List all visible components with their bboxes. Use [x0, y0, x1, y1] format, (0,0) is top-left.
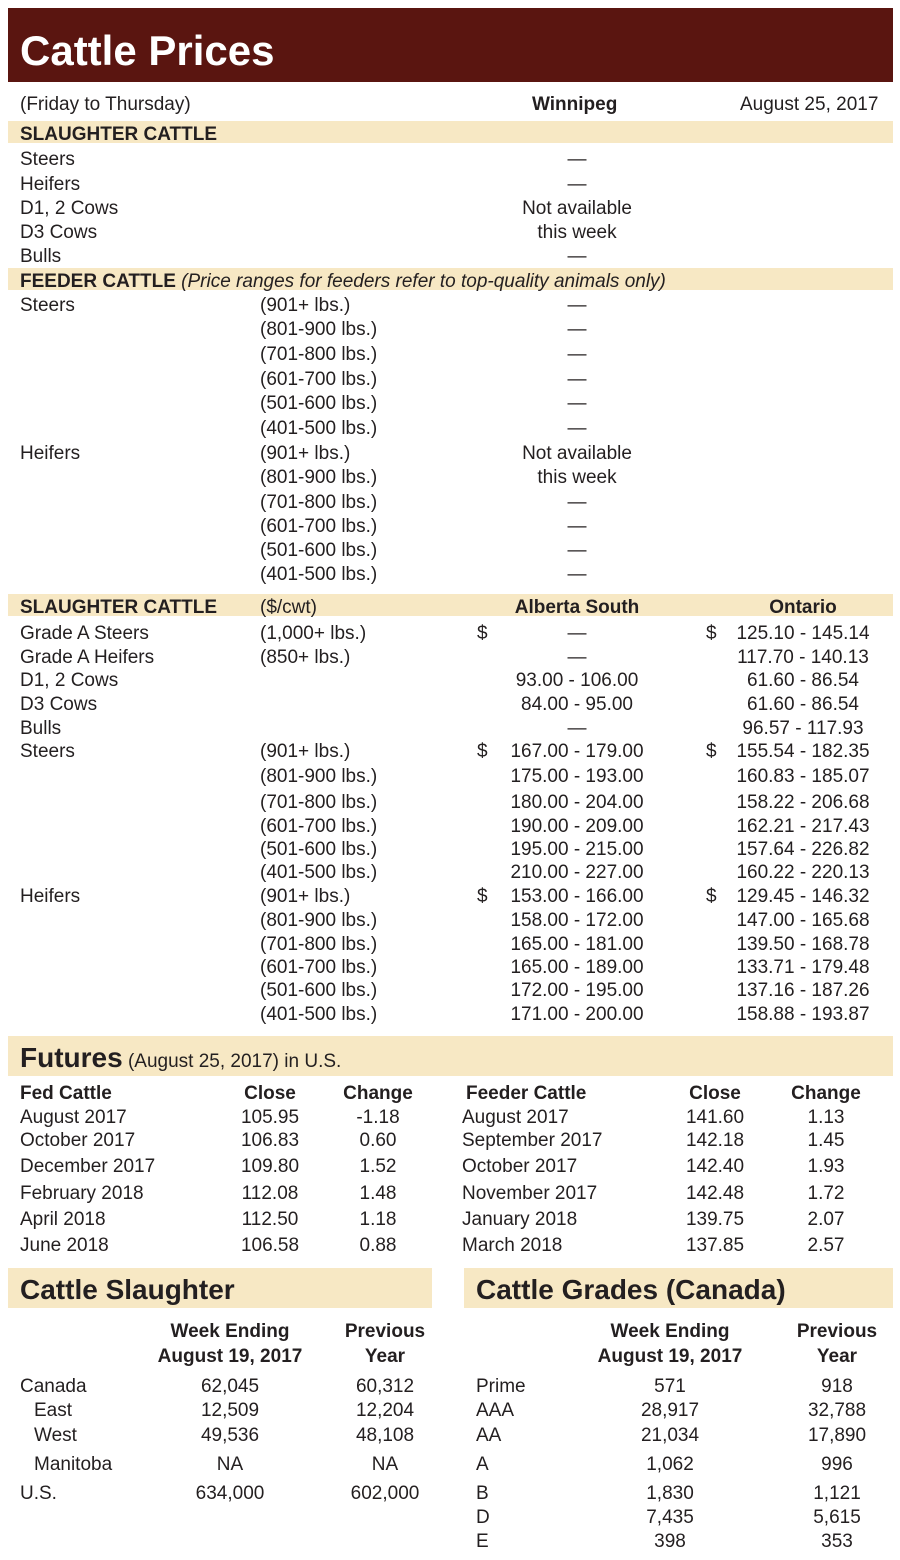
fed-month: August 2017: [20, 1107, 127, 1128]
feeder-close: 139.75: [685, 1209, 745, 1230]
ontario-price: 133.71 - 179.48: [736, 957, 870, 978]
regional-heading: SLAUGHTER CATTLE: [20, 597, 218, 618]
market-label: Winnipeg: [532, 94, 618, 115]
weight-class: (401-500 lbs.): [260, 418, 378, 439]
week-value: 12,509: [200, 1400, 260, 1421]
feeder-month: November 2017: [462, 1183, 598, 1204]
table-row-label: East: [34, 1400, 73, 1421]
fed-month: June 2018: [20, 1235, 109, 1256]
alberta-price: 153.00 - 166.00: [510, 886, 644, 907]
weight-class: (801-900 lbs.): [260, 766, 378, 787]
fed-close-heading: Close: [244, 1083, 296, 1104]
table-row-value: this week: [537, 222, 617, 243]
fed-change-heading: Change: [343, 1083, 413, 1104]
prev-year-value: NA: [371, 1454, 399, 1475]
fed-change: 1.48: [359, 1183, 397, 1204]
alberta-price: 175.00 - 193.00: [510, 766, 644, 787]
alberta-price: —: [567, 718, 587, 739]
prev-year-value: 32,788: [807, 1400, 867, 1421]
ontario-price: 125.10 - 145.14: [736, 623, 870, 644]
weight-class: (401-500 lbs.): [260, 1004, 378, 1025]
dollar-sign: $: [477, 741, 488, 762]
table-row-label: Bulls: [20, 246, 62, 267]
weight-class: (601-700 lbs.): [260, 816, 378, 837]
week-value: NA: [216, 1454, 244, 1475]
price-value: —: [567, 540, 587, 561]
ontario-price: 160.22 - 220.13: [736, 862, 870, 883]
weight-class: (801-900 lbs.): [260, 319, 378, 340]
weight-class: (501-600 lbs.): [260, 980, 378, 1001]
table-row-label: U.S.: [20, 1483, 57, 1504]
table-row-value: —: [567, 174, 587, 195]
weight-class: (401-500 lbs.): [260, 564, 378, 585]
prev-year-value: 60,312: [355, 1376, 415, 1397]
fed-change: 1.18: [359, 1209, 397, 1230]
fed-month: April 2018: [20, 1209, 106, 1230]
price-value: this week: [537, 467, 617, 488]
price-value: —: [567, 418, 587, 439]
prev-year-value: 48,108: [355, 1425, 415, 1446]
week-value: 1,062: [646, 1454, 694, 1475]
feeder-month: October 2017: [462, 1156, 578, 1177]
weight-class: (901+ lbs.): [260, 886, 351, 907]
week-value: 571: [654, 1376, 686, 1397]
weight-class: (801-900 lbs.): [260, 467, 378, 488]
weight-class: (850+ lbs.): [260, 647, 351, 668]
alberta-price: —: [567, 623, 587, 644]
grade-label: D: [476, 1507, 490, 1528]
alberta-price: 190.00 - 209.00: [510, 816, 644, 837]
feeder-close: 141.60: [685, 1107, 745, 1128]
period-label: (Friday to Thursday): [20, 94, 191, 115]
dollar-sign: $: [706, 741, 717, 762]
ontario-price: 117.70 - 140.13: [737, 647, 869, 668]
fed-close: 106.83: [240, 1130, 300, 1151]
col-alberta-south: Alberta South: [514, 597, 640, 618]
week-value: 634,000: [195, 1483, 265, 1504]
prev-year-value: 12,204: [355, 1400, 415, 1421]
price-value: —: [567, 344, 587, 365]
feeder-change: 1.72: [807, 1183, 845, 1204]
weight-class: (801-900 lbs.): [260, 910, 378, 931]
feeder-change-heading: Change: [791, 1083, 861, 1104]
prev-year-value: 602,000: [350, 1483, 420, 1504]
ontario-price: 129.45 - 146.32: [736, 886, 870, 907]
weight-class: (601-700 lbs.): [260, 369, 378, 390]
fed-month: October 2017: [20, 1130, 136, 1151]
price-value: —: [567, 516, 587, 537]
alberta-price: 210.00 - 227.00: [510, 862, 644, 883]
winnipeg-slaughter-heading: SLAUGHTER CATTLE: [20, 124, 218, 145]
table-row-label: Grade A Heifers: [20, 647, 155, 668]
weight-class: (901+ lbs.): [260, 741, 351, 762]
price-value: —: [567, 319, 587, 340]
table-row-label: West: [34, 1425, 77, 1446]
week-value: 1,830: [646, 1483, 694, 1504]
alberta-price: —: [567, 647, 587, 668]
feeder-close-heading: Close: [689, 1083, 741, 1104]
grades-col2-line2: Year: [816, 1346, 858, 1367]
prev-year-value: 353: [821, 1531, 853, 1552]
alberta-price: 165.00 - 189.00: [510, 957, 644, 978]
dollar-sign: $: [477, 623, 488, 644]
table-row-label: Heifers: [20, 174, 81, 195]
fed-close: 105.95: [240, 1107, 300, 1128]
weight-class: (1,000+ lbs.): [260, 623, 367, 644]
grade-label: AA: [476, 1425, 502, 1446]
prev-year-value: 17,890: [807, 1425, 867, 1446]
weight-class: (501-600 lbs.): [260, 540, 378, 561]
fed-month: February 2018: [20, 1183, 144, 1204]
table-row-value: Not available: [522, 198, 632, 219]
table-row-label: D1, 2 Cows: [20, 670, 119, 691]
page-title: Cattle Prices: [20, 27, 275, 74]
weight-class: (401-500 lbs.): [260, 862, 378, 883]
prev-year-value: 5,615: [813, 1507, 861, 1528]
feeder-change: 2.07: [807, 1209, 845, 1230]
weight-class: (901+ lbs.): [260, 295, 351, 316]
feeder-change: 2.57: [807, 1235, 845, 1256]
fed-change: 0.60: [359, 1130, 397, 1151]
price-value: Not available: [522, 443, 632, 464]
table-row-label: Steers: [20, 149, 75, 170]
prev-year-value: 1,121: [813, 1483, 861, 1504]
fed-change: -1.18: [356, 1107, 400, 1128]
weight-class: (501-600 lbs.): [260, 393, 378, 414]
slaughter-col1-line1: Week Ending: [170, 1321, 290, 1342]
feeder-month: September 2017: [462, 1130, 603, 1151]
grade-label: Prime: [476, 1376, 526, 1397]
page-header: [8, 8, 893, 82]
table-row-label: Heifers: [20, 886, 81, 907]
week-value: 49,536: [200, 1425, 260, 1446]
price-value: —: [567, 393, 587, 414]
grades-col1-line1: Week Ending: [610, 1321, 730, 1342]
futures-title-line: [20, 1044, 341, 1072]
price-value: —: [567, 369, 587, 390]
weight-class: (901+ lbs.): [260, 443, 351, 464]
fed-close: 106.58: [240, 1235, 300, 1256]
alberta-price: 171.00 - 200.00: [510, 1004, 644, 1025]
table-row-label: Grade A Steers: [20, 623, 149, 644]
weight-class: (701-800 lbs.): [260, 492, 378, 513]
futures-title: Futures: [20, 1042, 123, 1073]
alberta-price: 180.00 - 204.00: [510, 792, 644, 813]
alberta-price: 93.00 - 106.00: [515, 670, 639, 691]
ontario-price: 147.00 - 165.68: [736, 910, 870, 931]
weight-class: (701-800 lbs.): [260, 792, 378, 813]
winnipeg-feeder-note: (Price ranges for feeders refer to top-quality animals only): [181, 271, 666, 292]
week-value: 28,917: [640, 1400, 700, 1421]
weight-class: (601-700 lbs.): [260, 516, 378, 537]
weight-class: (701-800 lbs.): [260, 344, 378, 365]
price-value: —: [567, 295, 587, 316]
table-row-value: —: [567, 246, 587, 267]
slaughter-col2-line2: Year: [364, 1346, 406, 1367]
feeder-close: 137.85: [685, 1235, 745, 1256]
fed-close: 109.80: [240, 1156, 300, 1177]
feeder-month: March 2018: [462, 1235, 563, 1256]
weight-class: (701-800 lbs.): [260, 934, 378, 955]
grade-label: B: [476, 1483, 489, 1504]
price-value: —: [567, 564, 587, 585]
week-value: 398: [654, 1531, 686, 1552]
winnipeg-feeder-heading-line: [20, 272, 666, 291]
fed-cattle-heading: Fed Cattle: [20, 1083, 112, 1104]
fed-change: 1.52: [359, 1156, 397, 1177]
feeder-change: 1.13: [807, 1107, 845, 1128]
weight-class: (501-600 lbs.): [260, 839, 378, 860]
alberta-price: 172.00 - 195.00: [510, 980, 644, 1001]
fed-close: 112.50: [241, 1209, 299, 1230]
feeder-close: 142.48: [685, 1183, 745, 1204]
feeder-change: 1.45: [807, 1130, 845, 1151]
prev-year-value: 996: [821, 1454, 853, 1475]
fed-change: 0.88: [359, 1235, 397, 1256]
week-value: 7,435: [646, 1507, 694, 1528]
dollar-sign: $: [706, 623, 717, 644]
table-row-label: Canada: [20, 1376, 87, 1397]
grade-label: AAA: [476, 1400, 515, 1421]
fed-close: 112.08: [241, 1183, 299, 1204]
ontario-price: 155.54 - 182.35: [736, 741, 870, 762]
slaughter-title: Cattle Slaughter: [20, 1274, 235, 1305]
ontario-price: 61.60 - 86.54: [747, 670, 859, 691]
feeder-cattle-heading: Feeder Cattle: [466, 1083, 587, 1104]
grades-col2-line1: Previous: [796, 1321, 878, 1342]
ontario-price: 162.21 - 217.43: [736, 816, 870, 837]
alberta-price: 167.00 - 179.00: [510, 741, 644, 762]
table-row-value: —: [567, 149, 587, 170]
grade-label: E: [476, 1531, 489, 1552]
futures-subtitle: (August 25, 2017) in U.S.: [127, 1051, 342, 1072]
fed-month: December 2017: [20, 1156, 156, 1177]
price-value: —: [567, 492, 587, 513]
table-row-label: D3 Cows: [20, 694, 98, 715]
table-row-label: Steers: [20, 741, 75, 762]
col-ontario: Ontario: [769, 597, 837, 618]
feeder-close: 142.18: [685, 1130, 745, 1151]
grade-label: A: [476, 1454, 489, 1475]
feeder-month: January 2018: [462, 1209, 578, 1230]
alberta-price: 195.00 - 215.00: [510, 839, 644, 860]
ontario-price: 160.83 - 185.07: [736, 766, 870, 787]
week-value: 21,034: [640, 1425, 700, 1446]
report-date: August 25, 2017: [740, 94, 879, 115]
table-row-label: D1, 2 Cows: [20, 198, 119, 219]
alberta-price: 158.00 - 172.00: [510, 910, 644, 931]
feeder-heifers-label: Heifers: [20, 443, 81, 464]
dollar-sign: $: [706, 886, 717, 907]
ontario-price: 137.16 - 187.26: [736, 980, 870, 1001]
table-row-label: D3 Cows: [20, 222, 98, 243]
regional-unit: ($/cwt): [260, 597, 317, 618]
dollar-sign: $: [477, 886, 488, 907]
ontario-price: 61.60 - 86.54: [747, 694, 859, 715]
grades-col1-line2: August 19, 2017: [597, 1346, 743, 1367]
table-row-label: Bulls: [20, 718, 62, 739]
weight-class: (601-700 lbs.): [260, 957, 378, 978]
ontario-price: 157.64 - 226.82: [736, 839, 870, 860]
ontario-price: 158.88 - 193.87: [736, 1004, 870, 1025]
prev-year-value: 918: [821, 1376, 853, 1397]
alberta-price: 84.00 - 95.00: [521, 694, 633, 715]
week-value: 62,045: [200, 1376, 260, 1397]
feeder-steers-label: Steers: [20, 295, 75, 316]
winnipeg-feeder-heading: FEEDER CATTLE: [20, 271, 176, 292]
feeder-month: August 2017: [462, 1107, 569, 1128]
slaughter-col1-line2: August 19, 2017: [157, 1346, 303, 1367]
slaughter-col2-line1: Previous: [344, 1321, 426, 1342]
table-row-label: Manitoba: [34, 1454, 113, 1475]
feeder-close: 142.40: [685, 1156, 745, 1177]
grades-title: Cattle Grades (Canada): [476, 1274, 786, 1305]
ontario-price: 96.57 - 117.93: [742, 718, 864, 739]
ontario-price: 158.22 - 206.68: [736, 792, 870, 813]
feeder-change: 1.93: [807, 1156, 845, 1177]
ontario-price: 139.50 - 168.78: [736, 934, 870, 955]
alberta-price: 165.00 - 181.00: [510, 934, 644, 955]
